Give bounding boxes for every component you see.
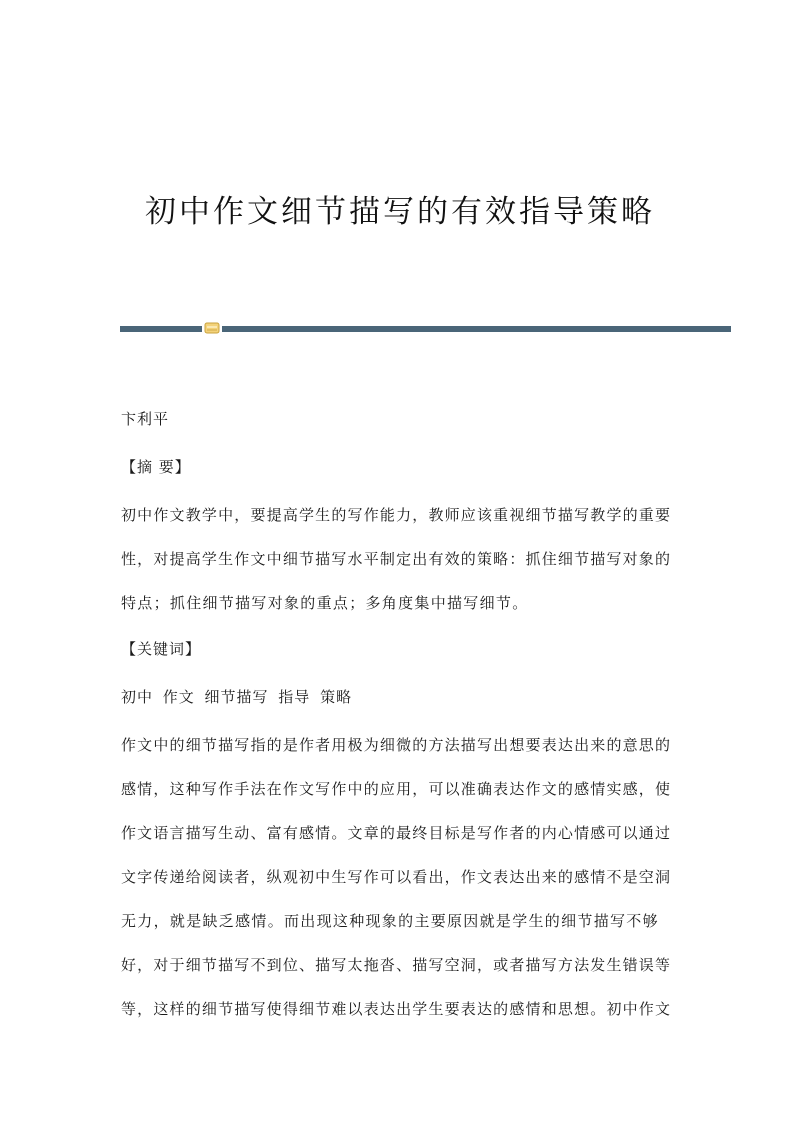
keywords-heading: 【关键词】 (121, 640, 202, 658)
body-line: 文字传递给阅读者，纵观初中生写作可以看出，作文表达出来的感情不是空洞 (121, 868, 670, 886)
abstract-line: 初中作文教学中，要提高学生的写作能力，教师应该重视细节描写教学的重要 (121, 506, 670, 524)
keywords-list: 初中 作文 细节描写 指导 策略 (121, 688, 353, 706)
title-rule-right (222, 326, 731, 332)
body-line: 作文中的细节描写指的是作者用极为细微的方法描写出想要表达出来的意思的 (121, 736, 670, 754)
title-rule-left (120, 326, 202, 332)
body-line: 等，这样的细节描写使得细节难以表达出学生要表达的感情和思想。初中作文 (121, 1000, 670, 1018)
body-line: 感情，这种写作手法在作文写作中的应用，可以准确表达作文的感情实感，使 (121, 780, 670, 798)
body-line: 作文语言描写生动、富有感情。文章的最终目标是写作者的内心情感可以通过 (121, 824, 670, 842)
abstract-line: 性，对提高学生作文中细节描写水平制定出有效的策略：抓住细节描写对象的 (121, 550, 670, 568)
author-name: 卞利平 (121, 410, 170, 428)
abstract-line: 特点；抓住细节描写对象的重点；多角度集中描写细节。 (121, 594, 529, 612)
rule-ornament-icon (204, 322, 220, 334)
document-title: 初中作文细节描写的有效指导策略 (145, 194, 655, 230)
abstract-heading: 【摘 要】 (121, 458, 191, 476)
body-line: 无力，就是缺乏感情。而出现这种现象的主要原因就是学生的细节描写不够 (121, 912, 659, 930)
body-line: 好，对于细节描写不到位、描写太拖沓、描写空洞，或者描写方法发生错误等 (121, 956, 670, 974)
